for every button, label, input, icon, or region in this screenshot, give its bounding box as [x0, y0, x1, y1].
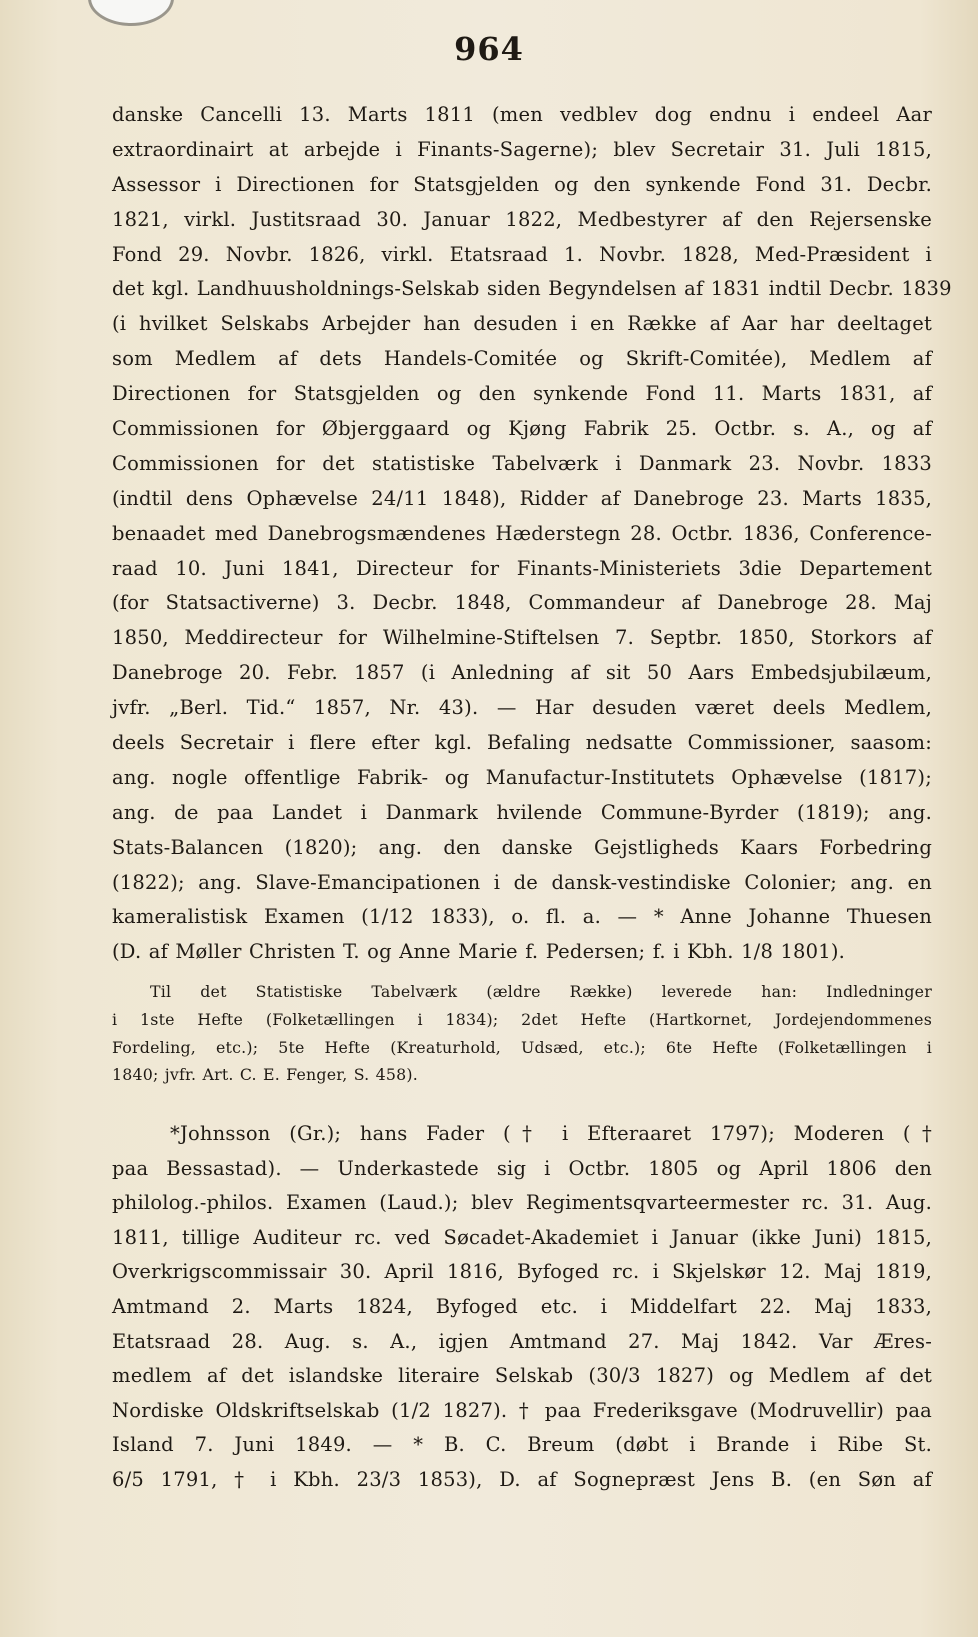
text-line: Etatsraad 28. Aug. s. A., igjen Amtmand 27. Maj 1842. Var Æres-	[112, 1329, 932, 1353]
footnote-paragraph	[112, 978, 932, 1089]
text-line: ang. de paa Landet i Danmark hvilende Commune-Byrder (1819); ang.	[112, 800, 932, 824]
text-line: *Johnsson (Gr.); hans Fader († i Efteraaret 1797); Moderen (†	[170, 1122, 932, 1145]
text-line: Stats-Balancen (1820); ang. den danske Gejstligheds Kaars Forbedring	[112, 835, 932, 859]
text-line: Overkrigscommissair 30. April 1816, Byfoged rc. i Skjelskør 12. Maj 1819,	[112, 1260, 932, 1284]
text-line: (D. af Møller Christen T. og Anne Marie f. Pedersen; f. i Kbh. 1/8 1801).	[112, 940, 846, 964]
text-line: extraordinairt at arbejde i Finants-Sagerne); blev Secretair 31. Juli 1815,	[112, 137, 932, 161]
text-line: Directionen for Statsgjelden og den synkende Fond 11. Marts 1831, af	[112, 382, 932, 406]
text-line: Assessor i Directionen for Statsgjelden og den synkende Fond 31. Decbr.	[112, 172, 932, 196]
text-line: benaadet med Danebrogsmændenes Hæderstegn 28. Octbr. 1836, Conference-	[112, 521, 932, 545]
text-line: 1821, virkl. Justitsraad 30. Januar 1822, Medbestyrer af den Rejersenske	[112, 207, 932, 231]
text-line: (indtil dens Ophævelse 24/11 1848), Ridder af Danebroge 23. Marts 1835,	[112, 486, 932, 510]
page-number: 964	[454, 30, 524, 68]
text-line: Fond 29. Novbr. 1826, virkl. Etatsraad 1. Novbr. 1828, Med-Præsident i	[112, 242, 932, 266]
text-line: Nordiske Oldskriftselskab (1/2 1827). † paa Frederiksgave (Modruvellir) paa	[112, 1398, 932, 1422]
text-line: Danebroge 20. Febr. 1857 (i Anledning af sit 50 Aars Embedsjubilæum,	[112, 661, 932, 685]
text-line: Island 7. Juni 1849. — * B. C. Breum (døbt i Brande i Ribe St.	[112, 1433, 932, 1457]
text-line: raad 10. Juni 1841, Directeur for Finants-Ministeriets 3die Departement	[112, 556, 932, 580]
text-line: 1850, Meddirecteur for Wilhelmine-Stiftelsen 7. Septbr. 1850, Storkors af	[112, 626, 932, 650]
text-line: 6/5 1791, † i Kbh. 23/3 1853), D. af Sognepræst Jens B. (en Søn af	[112, 1467, 932, 1491]
text-line: jvfr. „Berl. Tid.“ 1857, Nr. 43). — Har desuden været deels Medlem,	[112, 696, 932, 720]
text-line: Commissionen for det statistiske Tabelværk i Danmark 23. Novbr. 1833	[112, 451, 932, 475]
footnote-line: 1840; jvfr. Art. C. E. Fenger, S. 458).	[112, 1065, 418, 1085]
text-line: kameralistisk Examen (1/12 1833), o. fl. a. — * Anne Johanne Thuesen	[112, 905, 932, 929]
johnsson-entry	[112, 1117, 932, 1498]
text-line: paa Bessastad). — Underkastede sig i Octbr. 1805 og April 1806 den	[112, 1156, 932, 1180]
text-line: Commissionen for Øbjerggaard og Kjøng Fabrik 25. Octbr. s. A., og af	[112, 417, 932, 441]
footnote-line: Fordeling, etc.); 5te Hefte (Kreaturhold, Udsæd, etc.); 6te Hefte (Folketællingen i	[112, 1037, 932, 1057]
text-line: 1811, tillige Auditeur rc. ved Søcadet-Akademiet i Januar (ikke Juni) 1815,	[112, 1225, 932, 1249]
text-line: (for Statsactiverne) 3. Decbr. 1848, Commandeur af Danebroge 28. Maj	[112, 591, 932, 615]
binding-hole	[88, 0, 174, 26]
footnote-line: Til det Statistiske Tabelværk (ældre Række) leverede han: Indledninger	[150, 982, 932, 1001]
text-line: som Medlem af dets Handels-Comitée og Skrift-Comitée), Medlem af	[112, 347, 932, 371]
footnote-line: i 1ste Hefte (Folketællingen i 1834); 2det Hefte (Hartkornet, Jordejendommenes	[112, 1009, 932, 1029]
text-line: (1822); ang. Slave-Emancipationen i de dansk-vestindiske Colonier; ang. en	[112, 870, 932, 894]
text-line: philolog.-philos. Examen (Laud.); blev Regimentsqvarteermester rc. 31. Aug.	[112, 1191, 932, 1215]
text-line: danske Cancelli 13. Marts 1811 (men vedblev dog endnu i endeel Aar	[112, 103, 932, 126]
biography-paragraph-continued	[112, 98, 952, 970]
text-line: medlem af det islandske literaire Selskab (30/3 1827) og Medlem af det	[112, 1364, 932, 1388]
text-line: det kgl. Landhuusholdnings-Selskab siden Begyndelsen af 1831 indtil Decbr. 1839	[112, 277, 952, 301]
text-line: Amtmand 2. Marts 1824, Byfoged etc. i Middelfart 22. Maj 1833,	[112, 1294, 932, 1318]
text-line: deels Secretair i flere efter kgl. Befaling nedsatte Commissioner, saasom:	[112, 731, 932, 755]
text-line: ang. nogle offentlige Fabrik- og Manufactur-Institutets Ophævelse (1817);	[112, 765, 932, 789]
text-line: (i hvilket Selskabs Arbejder han desuden i en Række af Aar har deeltaget	[112, 312, 932, 336]
